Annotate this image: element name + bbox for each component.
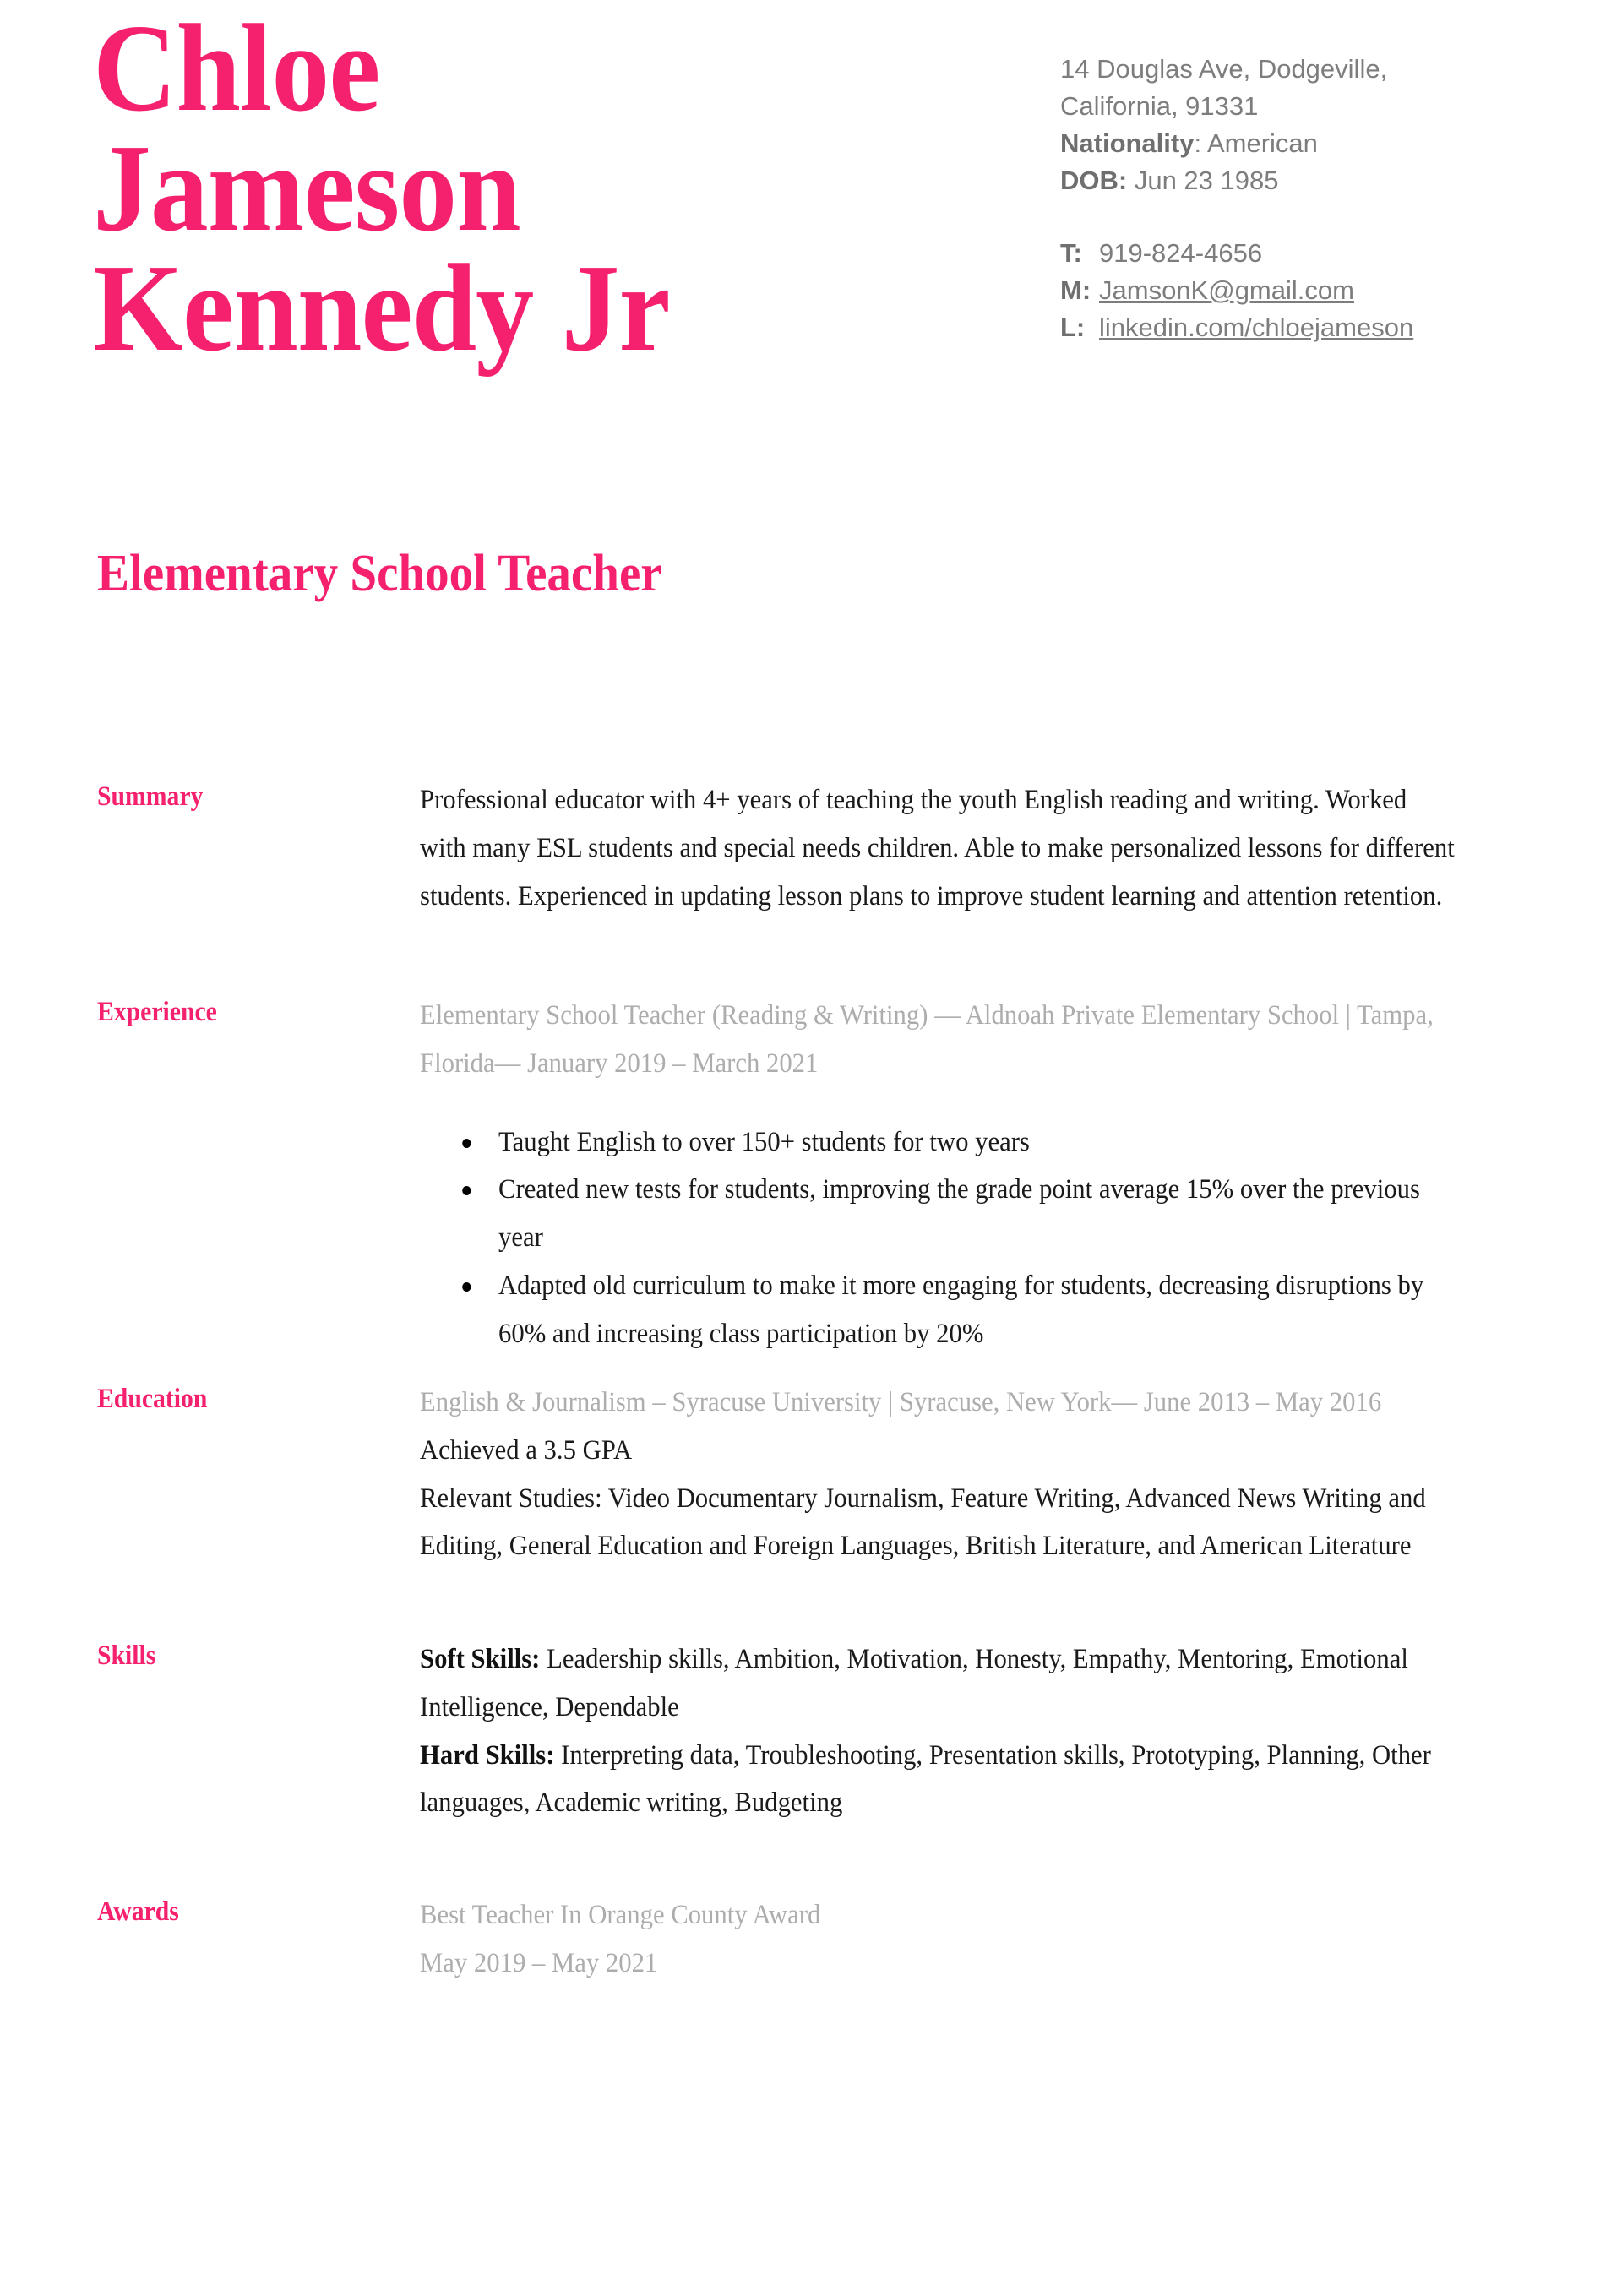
linkedin-label: L: (1060, 313, 1086, 343)
summary-text: Professional educator with 4+ years of teaching the youth English reading and writing. Worked with many ESL students and special needs children. Able to make personalized lessons for different students. Experienced in updating lesson plans to improve student learning and attention retention. (420, 785, 1455, 911)
award-title: Best Teacher In Orange County Award (420, 1900, 821, 1930)
section-label-awards: Awards (97, 1896, 179, 1927)
list-item: Created new tests for students, improving the grade point average 15% over the previous year (420, 1166, 1457, 1262)
phone-row (1060, 235, 1601, 272)
soft-skills-label: Soft Skills: (420, 1644, 541, 1674)
contact-block (1060, 51, 1601, 346)
education-body (420, 1379, 1457, 1570)
hard-skills-label: Hard Skills: (420, 1739, 555, 1771)
nationality-label: Nationality (1060, 128, 1195, 159)
experience-body (420, 992, 1457, 1357)
awards-body (420, 1891, 1457, 1988)
education-gpa: Achieved a 3.5 GPA (420, 1434, 633, 1466)
nationality-value: : American (1194, 128, 1318, 159)
section-label-summary: Summary (97, 781, 204, 812)
list-item: Taught English to over 150+ students for two years (420, 1118, 1457, 1167)
email-label: M: (1060, 275, 1091, 306)
address-line-2: California, 91331 (1060, 91, 1259, 122)
resume-header (0, 0, 1622, 667)
name-line-middle: Jameson (93, 119, 520, 258)
candidate-name (93, 0, 988, 378)
name-line-last: Kennedy Jr (93, 239, 670, 378)
job-title: Elementary School Teacher (97, 545, 662, 602)
soft-skills-row (420, 1635, 1457, 1732)
dob-row (1060, 162, 1601, 199)
email-row[interactable] (1060, 272, 1601, 309)
phone-value: 919-824-4656 (1099, 238, 1263, 269)
linkedin-link[interactable]: linkedin.com/chloejameson (1099, 313, 1414, 343)
hard-skills-value: Interpreting data, Troubleshooting, Presentation skills, Prototyping, Planning, Other languages, Academic writing, Budgeting (420, 1739, 1431, 1819)
phone-label: T: (1060, 238, 1082, 269)
award-dates: May 2019 – May 2021 (420, 1947, 658, 1978)
dob-label: DOB: (1060, 166, 1128, 196)
skills-body (420, 1635, 1457, 1827)
email-link[interactable]: JamsonK@gmail.com (1099, 275, 1354, 306)
section-label-education: Education (97, 1384, 208, 1414)
section-label-skills: Skills (97, 1640, 156, 1671)
address-line-1: 14 Douglas Ave, Dodgeville, (1060, 54, 1388, 84)
education-relevant-studies: Relevant Studies: Video Documentary Journalism, Feature Writing, Advanced News Writing and Editing, General Education and Foreign Languages, British Literature, and American Literature (420, 1483, 1426, 1562)
linkedin-row[interactable] (1060, 309, 1601, 346)
nationality-row (1060, 125, 1601, 162)
hard-skills-row (420, 1732, 1457, 1828)
contact-spacer (1060, 199, 1601, 235)
dob-value: Jun 23 1985 (1127, 166, 1279, 196)
name-line-first: Chloe (93, 0, 380, 138)
section-label-experience: Experience (97, 997, 217, 1027)
education-meta: English & Journalism – Syracuse University | Syracuse, New York— June 2013 – May 2016 (420, 1387, 1382, 1417)
list-item: Adapted old curriculum to make it more engaging for students, decreasing disruptions by 60% and increasing class participation by 20% (420, 1262, 1457, 1358)
experience-bullets (420, 1118, 1457, 1358)
soft-skills-value: Leadership skills, Ambition, Motivation, Honesty, Empathy, Mentoring, Emotional Intelligence, Dependable (420, 1644, 1408, 1722)
experience-meta: Elementary School Teacher (Reading & Writing) — Aldnoah Private Elementary School | Tampa, Florida— January 2019 – March 2021 (420, 1000, 1434, 1079)
